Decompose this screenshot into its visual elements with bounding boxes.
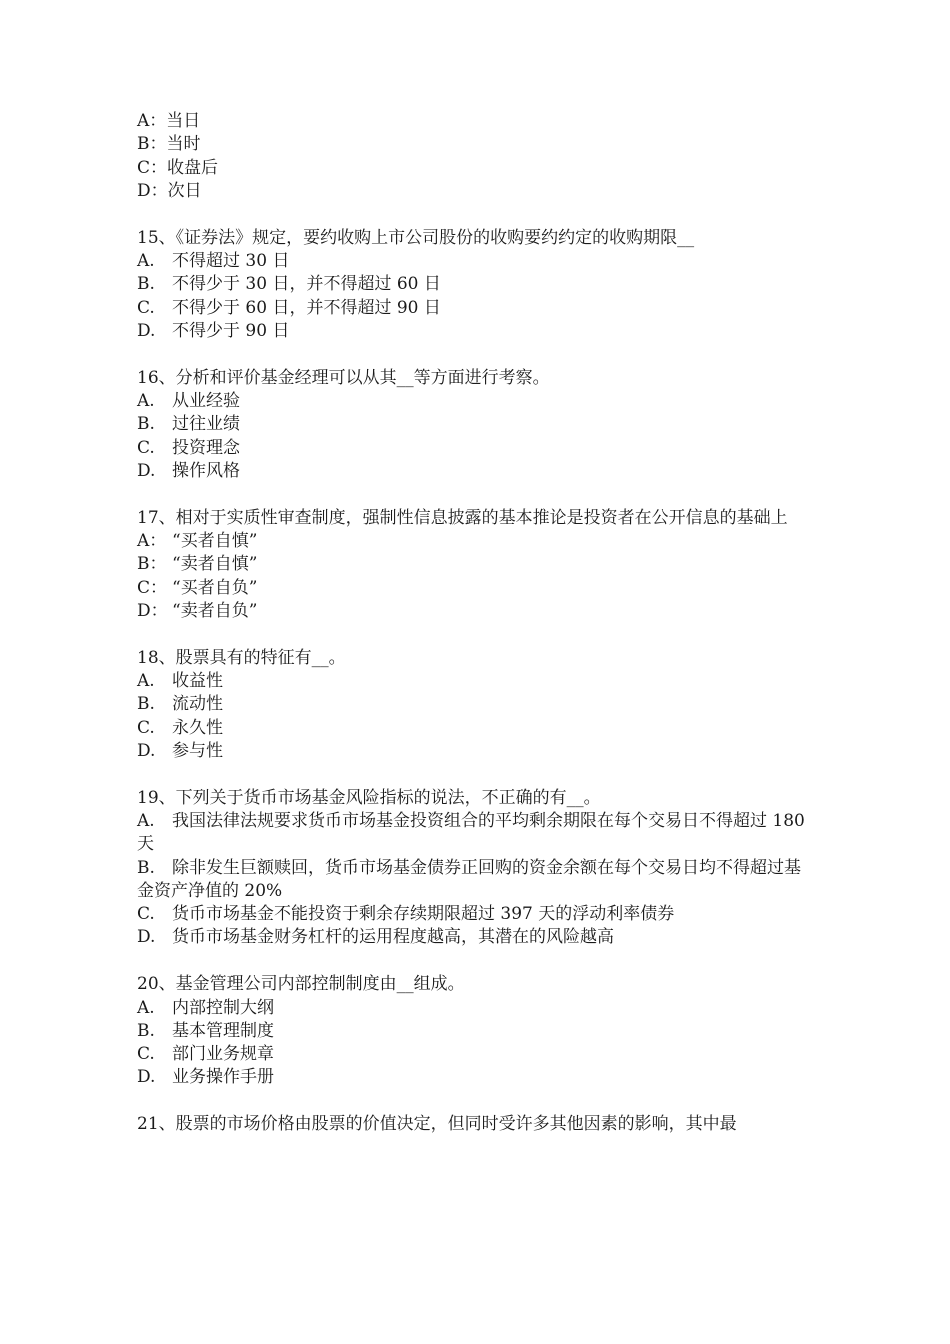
question-16 [137, 367, 817, 483]
option-text: 货币市场基金不能投资于剩余存续期限超过 397 天的浮动利率债券 [172, 904, 675, 925]
option-b: B：当时 [137, 134, 201, 155]
option-text: “买者自负” [172, 577, 258, 598]
option-label: B. [137, 1020, 155, 1041]
option-c [137, 903, 817, 926]
option-a [137, 530, 817, 553]
option-text: 操作风格 [172, 460, 240, 481]
option-text: 不得超过 30 日 [172, 250, 290, 271]
option-c: C：收盘后 [137, 157, 219, 178]
option-text: “卖者自慎” [172, 554, 258, 575]
question-15 [137, 227, 817, 343]
option-label: C. [137, 1044, 155, 1065]
question-stem: 20、基金管理公司内部控制制度由__组成。 [137, 974, 465, 995]
option-text: 永久性 [172, 717, 223, 738]
option-c [137, 577, 817, 600]
option-b [137, 857, 817, 904]
option-d: D：次日 [137, 180, 202, 201]
question-stem: 18、股票具有的特征有__。 [137, 647, 346, 668]
option-label: D. [137, 740, 156, 761]
option-label: C. [137, 717, 155, 738]
question-18 [137, 647, 817, 763]
option-c [137, 297, 817, 320]
option-c [137, 1043, 817, 1066]
option-d [137, 1066, 817, 1089]
option-a [137, 250, 817, 273]
option-label: B. [137, 414, 155, 435]
question-17 [137, 507, 817, 623]
option-d [137, 460, 817, 483]
option-text: 从业经验 [172, 390, 240, 411]
option-d [137, 600, 817, 623]
option-b [137, 693, 817, 716]
option-c [137, 437, 817, 460]
option-label: A： [137, 530, 167, 551]
option-label: A. [137, 670, 155, 691]
question-14-options [137, 110, 817, 203]
question-stem: 19、下列关于货币市场基金风险指标的说法，不正确的有__。 [137, 787, 601, 808]
option-c [137, 717, 817, 740]
option-text: 业务操作手册 [172, 1067, 274, 1088]
document-page [137, 110, 817, 1136]
option-text: 过往业绩 [172, 414, 240, 435]
option-d [137, 926, 817, 949]
option-text: 不得少于 30 日，并不得超过 60 日 [172, 274, 441, 295]
option-b [137, 273, 817, 296]
option-label: C. [137, 297, 155, 318]
option-a: A：当日 [137, 111, 201, 131]
option-b [137, 413, 817, 436]
option-text: “买者自慎” [172, 530, 258, 551]
option-a [137, 670, 817, 693]
option-label: D. [137, 320, 156, 341]
option-text: 不得少于 90 日 [172, 320, 290, 341]
option-label: A. [137, 250, 155, 271]
option-label: C. [137, 904, 155, 925]
option-text: 内部控制大纲 [172, 997, 274, 1018]
option-a [137, 390, 817, 413]
option-text: 收益性 [172, 670, 223, 691]
option-text: 货币市场基金财务杠杆的运用程度越高，其潜在的风险越高 [172, 927, 614, 948]
question-21 [137, 1113, 817, 1136]
option-label: C： [137, 577, 168, 598]
option-b [137, 553, 817, 576]
question-stem: 21、股票的市场价格由股票的价值决定，但同时受许多其他因素的影响，其中最 [137, 1114, 737, 1135]
option-label: B： [137, 554, 167, 575]
option-text: 基本管理制度 [172, 1020, 274, 1041]
option-label: D. [137, 927, 156, 948]
option-text: 参与性 [172, 740, 223, 761]
question-stem: 16、分析和评价基金经理可以从其__等方面进行考察。 [137, 367, 550, 388]
option-text: 投资理念 [172, 437, 240, 458]
option-label: D. [137, 1067, 156, 1088]
option-a [137, 810, 817, 857]
question-stem: 15、《证券法》规定，要约收购上市公司股份的收购要约约定的收购期限__ [137, 227, 695, 248]
option-text: “卖者自负” [172, 600, 258, 621]
option-label: D. [137, 460, 156, 481]
question-20 [137, 973, 817, 1089]
option-text: 流动性 [172, 694, 223, 715]
option-label: B. [137, 857, 155, 878]
option-label: B. [137, 274, 155, 295]
option-label: A. [137, 997, 155, 1018]
option-label: D： [137, 600, 168, 621]
option-text: 除非发生巨额赎回，货币市场基金债券正回购的资金余额在每个交易日均不得超过基金资产净值的 20% [137, 857, 801, 901]
option-text: 不得少于 60 日，并不得超过 90 日 [172, 297, 441, 318]
option-a [137, 997, 817, 1020]
option-label: B. [137, 694, 155, 715]
option-label: C. [137, 437, 155, 458]
option-label: A. [137, 390, 155, 411]
option-label: A. [137, 810, 155, 831]
question-stem: 17、相对于实质性审查制度，强制性信息披露的基本推论是投资者在公开信息的基础上 [137, 507, 788, 528]
option-d [137, 740, 817, 763]
question-19 [137, 787, 817, 950]
option-b [137, 1020, 817, 1043]
option-d [137, 320, 817, 343]
option-text: 我国法律法规要求货币市场基金投资组合的平均剩余期限在每个交易日不得超过 180 天 [137, 810, 805, 855]
option-text: 部门业务规章 [172, 1044, 274, 1065]
